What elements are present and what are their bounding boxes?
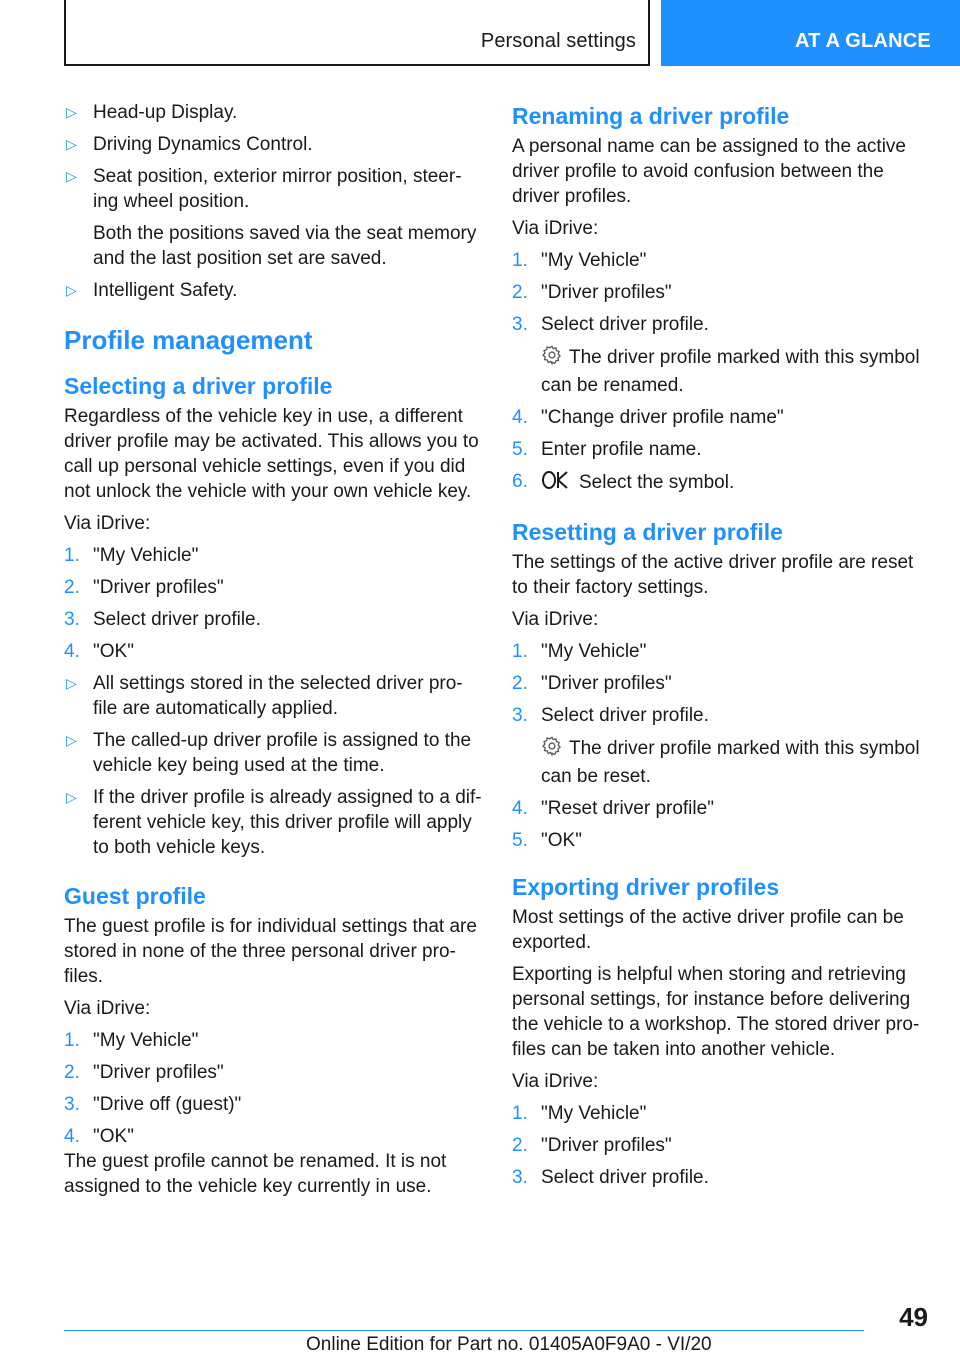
gear-icon <box>541 735 563 764</box>
list-item: ▷ Intelligent Safety. <box>66 280 238 301</box>
heading-renaming-driver-profile: Renaming a driver profile <box>512 103 790 129</box>
triangle-bullet-icon: ▷ <box>66 168 77 184</box>
guest-profile-note: The guest profile cannot be renamed. It is not assigned to the vehicle key currently in use. <box>64 1151 447 1197</box>
heading-guest-profile: Guest profile <box>64 883 206 909</box>
step-item: 2. "Driver profiles" <box>512 673 672 694</box>
step-item: 3. Select driver profile. <box>512 705 709 726</box>
footer-edition-text: Online Edition for Part no. 01405A0F9A0 - VI/20 <box>306 1334 712 1355</box>
step-item: 3. Select driver profile. <box>512 1167 709 1188</box>
paragraph: A personal name can be assigned to the active driver profile to avoid confusion between the driver profiles. <box>512 136 906 207</box>
page-number: 49 <box>899 1302 928 1332</box>
step-item: 6. Select the symbol. <box>512 469 930 498</box>
ok-icon <box>541 469 571 498</box>
triangle-bullet-icon: ▷ <box>66 789 77 805</box>
paragraph: Exporting is helpful when storing and retrieving personal settings, for instance before delivering the vehicle to a workshop. The stored driver pro‐files can be taken into another vehicle. <box>512 964 920 1060</box>
list-item: ▷ If the driver profile is already assigned to a dif‐ferent vehicle key, this driver profile will apply to both vehicle keys. <box>66 787 482 858</box>
step-item: 1. "My Vehicle" <box>512 1103 647 1124</box>
paragraph: Regardless of the vehicle key in use, a different driver profile may be activated. This allows you to call up personal vehicle settings, even if you did not unlock the vehicle with your own vehicle key. <box>64 406 479 502</box>
triangle-bullet-icon: ▷ <box>66 282 77 298</box>
step-item: 4. "OK" <box>64 641 134 662</box>
heading-selecting-driver-profile: Selecting a driver profile <box>64 373 333 399</box>
list-item: ▷ All settings stored in the selected driver pro‐file are automatically applied. <box>66 673 463 719</box>
step-item: 3. "Drive off (guest)" <box>64 1094 242 1115</box>
heading-resetting-driver-profile: Resetting a driver profile <box>512 519 783 545</box>
heading-exporting-driver-profiles: Exporting driver profiles <box>512 874 780 900</box>
symbol-note: The driver profile marked with this symbol can be reset. <box>512 735 930 789</box>
paragraph: Most settings of the active driver profile can be exported. <box>512 907 904 953</box>
footer-divider <box>64 1330 864 1331</box>
triangle-bullet-icon: ▷ <box>66 732 77 748</box>
step-item: 1. "My Vehicle" <box>64 1030 199 1051</box>
via-idrive-label: Via iDrive: <box>512 609 599 630</box>
step-item: 2. "Driver profiles" <box>512 1135 672 1156</box>
step-item: 2. "Driver profiles" <box>64 1062 224 1083</box>
step-item: 4. "OK" <box>64 1126 134 1147</box>
list-item: ▷ The called-up driver profile is assigned to the vehicle key being used at the time. <box>66 730 472 776</box>
step-item: 2. "Driver profiles" <box>64 577 224 598</box>
triangle-bullet-icon: ▷ <box>66 136 77 152</box>
list-item: ▷ Head-up Display. <box>66 102 238 123</box>
paragraph: The settings of the active driver profile are reset to their factory settings. <box>512 552 914 598</box>
step-item: 1. "My Vehicle" <box>512 641 647 662</box>
section-title: AT A GLANCE <box>795 30 931 52</box>
step-item: 2. "Driver profiles" <box>512 282 672 303</box>
via-idrive-label: Via iDrive: <box>512 1071 599 1092</box>
page-header-title: Personal settings <box>480 30 636 52</box>
heading-profile-management: Profile management <box>64 325 313 355</box>
step-item: 4. "Reset driver profile" <box>512 798 714 819</box>
paragraph: The guest profile is for individual settings that are stored in none of the three personal driver pro‐files. <box>64 916 477 987</box>
step-item: 5. "OK" <box>512 830 582 851</box>
triangle-bullet-icon: ▷ <box>66 675 77 691</box>
list-item: ▷ Seat position, exterior mirror position, steer‐ing wheel position. <box>66 166 462 212</box>
via-idrive-label: Via iDrive: <box>64 513 151 534</box>
step-item: 3. Select driver profile. <box>512 314 709 335</box>
step-item: 5. Enter profile name. <box>512 439 702 460</box>
header-title-box <box>64 0 650 66</box>
triangle-bullet-icon: ▷ <box>66 104 77 120</box>
step-item: 4. "Change driver profile name" <box>512 407 784 428</box>
list-item: ▷ Driving Dynamics Control. <box>66 134 313 155</box>
header-section-tab <box>661 0 960 66</box>
step-item: 1. "My Vehicle" <box>64 545 199 566</box>
right-column <box>512 100 930 1197</box>
seat-memory-note: Both the positions saved via the seat memory and the last position set are saved. <box>93 223 477 269</box>
symbol-note: The driver profile marked with this symbol can be renamed. <box>512 344 930 398</box>
via-idrive-label: Via iDrive: <box>512 218 599 239</box>
step-item: 1. "My Vehicle" <box>512 250 647 271</box>
via-idrive-label: Via iDrive: <box>64 998 151 1019</box>
gear-icon <box>541 344 563 373</box>
left-column <box>64 100 482 1206</box>
step-item: 3. Select driver profile. <box>64 609 261 630</box>
